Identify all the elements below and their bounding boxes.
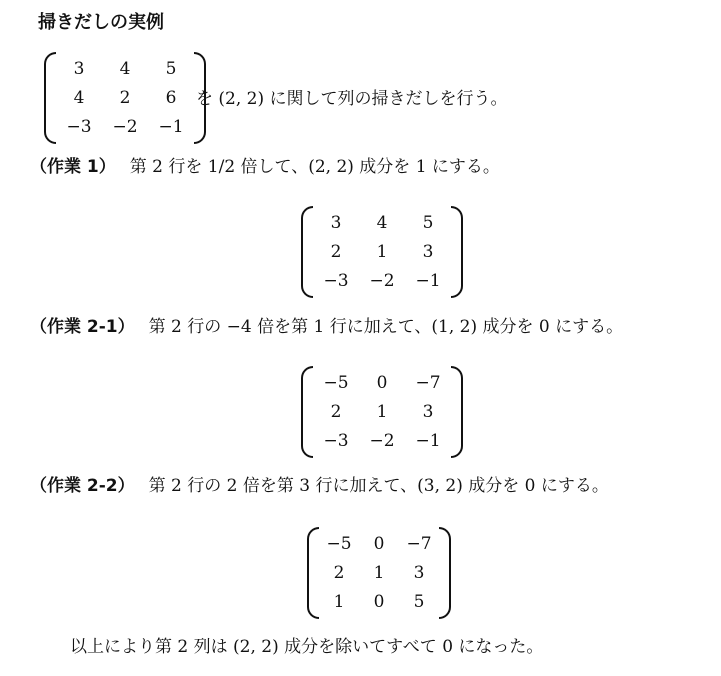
matrix-cell: 2: [333, 563, 345, 583]
matrix-cell: 5: [422, 213, 434, 233]
intro-text: を (2, 2) に関して列の掃きだしを行う。: [196, 89, 508, 109]
matrix-cell: 1: [376, 242, 388, 262]
matrix-cell: 3: [413, 563, 425, 583]
left-paren: [301, 206, 313, 298]
matrix-step-2-2: [307, 527, 451, 619]
matrix-step-1: [301, 206, 463, 298]
matrix-cell: −1: [158, 117, 184, 137]
step-1-line: [30, 152, 500, 177]
left-paren: [44, 52, 56, 144]
left-paren: [301, 366, 313, 458]
matrix-cell: −7: [415, 373, 441, 393]
matrix-cell: 5: [413, 592, 425, 612]
matrix-cell: −1: [415, 271, 441, 291]
matrix-cell: 0: [373, 534, 385, 554]
matrix-cell: 4: [376, 213, 388, 233]
matrix-grid: [313, 369, 451, 456]
matrix-cell: 0: [373, 592, 385, 612]
matrix-cell: −5: [323, 373, 349, 393]
matrix-cell: −2: [369, 431, 395, 451]
matrix-grid: [313, 209, 451, 296]
matrix-cell: 3: [73, 59, 85, 79]
conclusion-text: 以上により第 2 列は (2, 2) 成分を除いてすべて 0 になった。: [70, 637, 544, 657]
step-2-2-line: [30, 471, 609, 496]
matrix-cell: −3: [66, 117, 92, 137]
page-title: 掃きだしの実例: [38, 12, 164, 33]
step-2-2-label: （作業 2-2）: [30, 476, 135, 496]
matrix-cell: −2: [369, 271, 395, 291]
matrix-cell: 1: [373, 563, 385, 583]
step-2-1-text: 第 2 行の −4 倍を第 1 行に加えて、(1, 2) 成分を 0 にする。: [148, 317, 624, 337]
matrix-cell: 3: [422, 242, 434, 262]
step-2-1-label: （作業 2-1）: [30, 317, 135, 337]
matrix-cell: 2: [119, 88, 131, 108]
matrix-cell: 4: [119, 59, 131, 79]
matrix-cell: −5: [326, 534, 352, 554]
matrix-cell: 3: [330, 213, 342, 233]
matrix-grid: [319, 530, 439, 617]
step-1-label: （作業 1）: [30, 157, 116, 177]
right-paren: [451, 206, 463, 298]
matrix-cell: −3: [323, 431, 349, 451]
matrix-cell: 6: [165, 88, 177, 108]
matrix-original: [44, 52, 206, 144]
matrix-cell: −2: [112, 117, 138, 137]
left-paren: [307, 527, 319, 619]
matrix-cell: 4: [73, 88, 85, 108]
step-2-1-line: [30, 312, 623, 337]
matrix-cell: 5: [165, 59, 177, 79]
matrix-cell: 2: [330, 242, 342, 262]
matrix-cell: −7: [406, 534, 432, 554]
right-paren: [439, 527, 451, 619]
matrix-cell: 1: [376, 402, 388, 422]
matrix-cell: −1: [415, 431, 441, 451]
right-paren: [451, 366, 463, 458]
matrix-cell: 3: [422, 402, 434, 422]
matrix-cell: −3: [323, 271, 349, 291]
matrix-step-2-1: [301, 366, 463, 458]
matrix-cell: 2: [330, 402, 342, 422]
matrix-grid: [56, 55, 194, 142]
matrix-cell: 0: [376, 373, 388, 393]
matrix-cell: 1: [333, 592, 345, 612]
step-2-2-text: 第 2 行の 2 倍を第 3 行に加えて、(3, 2) 成分を 0 にする。: [148, 476, 609, 496]
step-1-text: 第 2 行を 1/2 倍して、(2, 2) 成分を 1 にする。: [129, 157, 500, 177]
